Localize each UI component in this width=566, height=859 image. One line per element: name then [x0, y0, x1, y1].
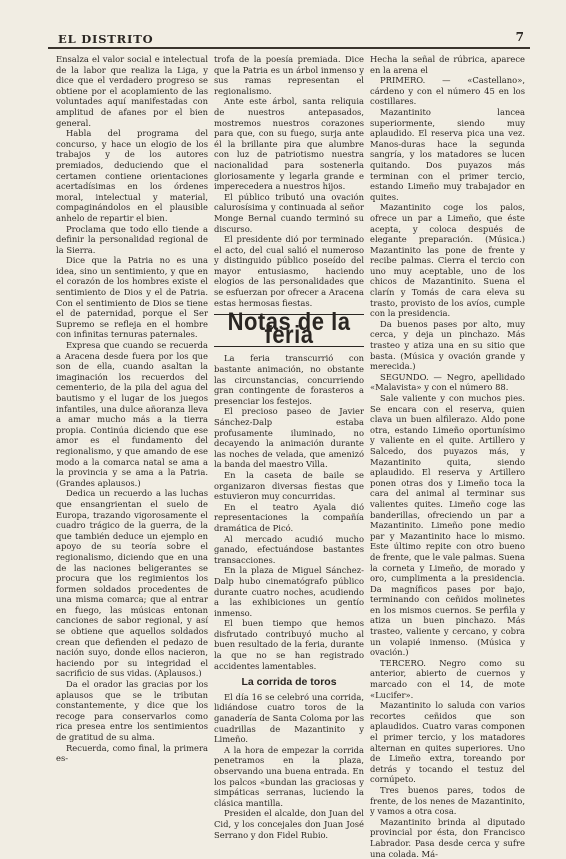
- paragraph: Ensalza el valor social e intelectual de la labor que realiza la Liga, y dice que el verdadero progreso se obtiene por el acoplamiento de las voluntades aquí manifestadas con amplitud de afanes por el bien general.: [56, 54, 208, 128]
- paragraph: Al mercado acudió mucho ganado, efectuándose bastantes transacciones.: [214, 533, 364, 565]
- newspaper-title: EL DISTRITO: [58, 32, 154, 46]
- paragraph: Recuerda, como final, la primera es-: [56, 742, 208, 764]
- paragraph: Expresa que cuando se recuerda a Aracena desde fuera por los que son de ella, cuando asaltan la imaginación los recuerdos del cementerio, de la pila del agua del bautismo y el lugar de los juegos infantiles, una dulce añoranza lleva a amar mucho más a la tierra propia. Continúa diciendo que ese amor es el fundamento del regionalismo, y que amando de ese modo a la comarca natal se ama a la provincia y se ama a la Patria. (Grandes aplausos.): [56, 340, 208, 488]
- paragraph: El presidente dió por terminado el acto, del cual salió el numeroso y distinguido público poseído del mayor entusiasmo, haciendo elogios de las personalidades que se esfuerzan por ofrecer a Aracena estas hermosas fiestas.: [214, 234, 364, 308]
- column-middle: [214, 54, 364, 840]
- paragraph: El día 16 se celebró una corrida, lidiándose cuatro toros de la ganadería de Santa Coloma por las cuadrillas de Mazantinito y Limeño.: [214, 691, 364, 745]
- column-right: [370, 54, 525, 859]
- paragraph: Mazantinito coge los palos, ofrece un par a Limeño, que éste acepta, y coloca después de elegante preparación. (Música.) Mazantinito las pone de frente y recibe palmas. Cierra el tercio con uno muy aceptable, uno de los chicos de Mazantinito. Suena el clarín y Tomás de cara eleva su trasto, provisto de los avíos, cumple con la presidencia.: [370, 202, 525, 319]
- subsection-title: La corrida de toros: [241, 676, 337, 689]
- paragraph: El precioso paseo de Javier Sánchez-Dalp estaba profusamente iluminado, no decayendo la animación durante las noches de velada, que amenizó la banda del maestro Villa.: [214, 406, 364, 470]
- paragraph: Hecha la señal de rúbrica, aparece en la arena el: [370, 54, 525, 75]
- paragraph: Proclama que todo ello tiende a definir la personalidad regional de la Sierra.: [56, 223, 208, 255]
- paragraph: En el teatro Ayala dió representaciones la compañía dramática de Picó.: [214, 501, 364, 533]
- paragraph: PRIMERO. — «Castellano», cárdeno y con el número 45 en los costillares.: [370, 75, 525, 107]
- paragraph: A la hora de empezar la corrida penetramos en la plaza, observando una buena entrada. En los palcos «bundan las graciosas y simpáticas serranas, luciendo la clásica mantilla.: [214, 744, 364, 808]
- paragraph: TERCERO. Negro como su anterior, abierto de cuernos y marcado con el 14, de mote «Lucifer».: [370, 657, 525, 700]
- paragraph: Dedica un recuerdo a las luchas que ensangrientan el suelo de Europa, trazando vigorosamente el cuadro trágico de la guerra, de la que también deduce un ejemplo en apoyo de su teoría sobre el regionalismo, diciendo que en una de las naciones beligerantes se procura que los regimientos los formen soldados procedentes de una misma comarca; que al entrar en fuego, las músicas entonan canciones de sabor regional, y así se obtiene que aquellos soldados crean que defienden el pedazo de nación suyo, donde ellos nacieron, haciendo por su integridad el sacrificio de sus vidas. (Aplausos.): [56, 488, 208, 679]
- paragraph: El buen tiempo que hemos disfrutado contribuyó mucho al buen resultado de la feria, durante la que no se han registrado accidentes lamentables.: [214, 618, 364, 671]
- paragraph: Tres buenos pares, todos de frente, de los nenes de Mazantinito, y vamos a otra cosa.: [370, 784, 525, 817]
- paragraph: Mazantinito brinda al diputado provincial por ésta, don Francisco Labrador. Pasa desde cerca y sufre una colada. Má-: [370, 816, 525, 859]
- paragraph: Mazantinito lo saluda con varios recortes ceñidos que son aplaudidos. Cuatro varas componen el primer tercio, y los matadores alternan en quites superiores. Uno de Limeño extra, toreando por detrás y tocando el testuz del cornúpeto.: [370, 700, 525, 785]
- paragraph: Dice que la Patria no es una idea, sino un sentimiento, y que en el corazón de los hombres existe el sentimiento de Dios y el de Patria. Con el sentimiento de Dios se tiene el de paternidad, porque el Ser Supremo se refleja en el hombre con infinitas ternuras paternales.: [56, 255, 208, 340]
- page-number: 7: [515, 30, 524, 44]
- paragraph: En la caseta de baile se organizaron diversas fiestas que estuvieron muy concurridas.: [214, 469, 364, 502]
- paragraph: Da buenos pases por alto, muy cerca, y deja un pinchazo. Más trasteo y atiza una en su sitio que basta. (Música y ovación grande y merecida.): [370, 318, 525, 372]
- paragraph: Mazantinito lancea superiormente, siendo muy aplaudido. El reserva pica una vez. Manos-duras hace la segunda sangría, y los matadores se lucen quitando. Dos puyazos más terminan con el primer tercio, estando Limeño muy trabajador en quites.: [370, 106, 525, 202]
- paragraph: Habla del programa del concurso, y hace un elogio de los trabajos y de los autores premiados, deduciendo que el certamen contiene orientaciones acertadísimas en los órdenes moral, intelectual y material, compaginándolos en el plausible anhelo de repartir el bien.: [56, 128, 208, 223]
- paragraph: trofa de la poesía premiada. Dice que la Patria es un árbol inmenso y sus ramas representan el regionalismo.: [214, 54, 364, 96]
- paragraph: Ante este árbol, santa reliquia de nuestros antepasados, mostremos nuestros corazones para que, con su fuego, surja ante él la brillante pira que alumbre con luz de patriotismo nuestra nacionalidad para sostenerla gloriosamente y legarla grande e imperecedera a nuestros hijos.: [214, 96, 364, 192]
- header-rule: [48, 47, 530, 49]
- paragraph: Da el orador las gracias por los aplausos que se le tributan constantemente, y dice que los recoge para conservarlos como rica presea entre los sentimientos de gratitud de su alma.: [56, 679, 208, 742]
- section-title: Notas de la feria: [227, 307, 351, 349]
- paragraph: SEGUNDO. — Negro, apellidado «Malavista» y con el número 88.: [370, 371, 525, 393]
- paragraph: La feria transcurrió con bastante animación, no obstante las circunstancias, concurriendo gran contingente de forasteros a presenciar los festejos.: [214, 353, 364, 406]
- paragraph: El público tributó una ovación calurosísima y continuada al señor Monge Bernal cuando terminó su discurso.: [214, 191, 364, 234]
- paragraph: Sale valiente y con muchos pies. Se encara con el reserva, quien clava un buen alfilerazo. Aldo pone otra, estando Limeño oportunísimo y valiente en el quite. Artillero y Salcedo, dos puyazos más, y Mazantinito quita, siendo aplaudido. El reserva y Artillero ponen otras dos y Limeño toca la cara del animal al terminar sus valientes quites. Limeño coge las banderillas, ofreciendo un par a Mazantinito. Limeño pone medio par y Mazantinito hace lo mismo. Este último repite con otro bueno de frente, que le vale palmas. Suena la corneta y Limeño, de morado y oro, cumplimenta a la presidencia. Da magníficos pases por bajo, terminando con ceñidos molinetes en los mismos cuernos. Se perfila y atiza un buen pinchazo. Más trasteo, valiente y cercano, y cobra un volapié inmenso. (Música y ovación.): [370, 393, 525, 658]
- paragraph: Presiden el alcalde, don Juan del Cid, y los concejales don Juan José Serrano y don Fidel Rubio.: [214, 808, 364, 840]
- paragraph: En la plaza de Miguel Sánchez-Dalp hubo cinematógrafo público durante cuatro noches, acudiendo a las exhibiciones un gentío inmenso.: [214, 565, 364, 618]
- section-heading: [214, 307, 364, 349]
- column-left: [56, 54, 208, 764]
- page-header: [48, 30, 530, 48]
